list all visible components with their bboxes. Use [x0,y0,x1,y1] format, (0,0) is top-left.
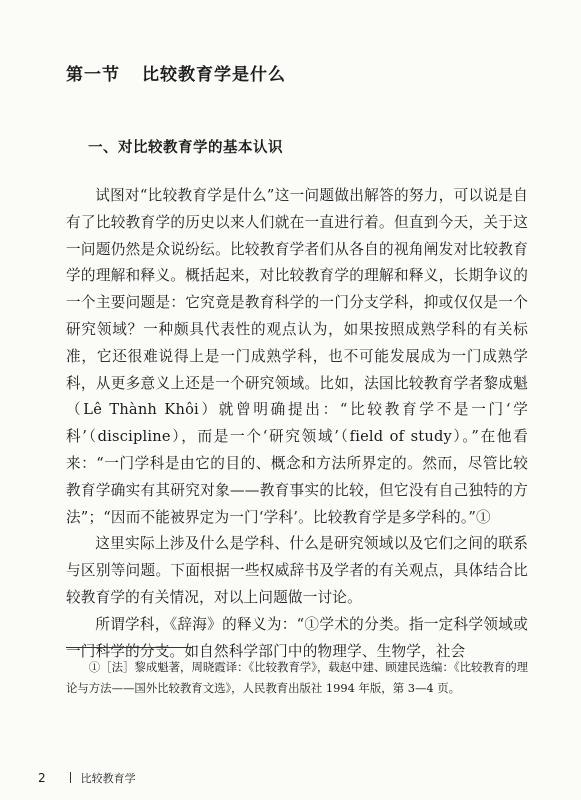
paragraph-3: 所谓学科，《辞海》的释义为：“①学术的分类。指一定科学领域或一门科学的分支。如自然科学部门中的物理学、生物学，社会 [66,615,528,660]
paragraph-2: 这里实际上涉及什么是学科、什么是研究领域以及它们之间的联系与区别等问题。下面根据一些权威辞书及学者的有关观点，具体结合比较教育学的有关情况，对以上问题做一讨论。 [66,535,528,606]
section-number: 第一节 [66,65,120,85]
running-title: 比较教育学 [80,772,136,785]
footnote-divider [66,647,192,648]
footnote-text: ①［法］黎成魁著，周晓霞译：《比较教育学》，载赵中建、顾建民选编：《比较教育的理论与方法——国外比较教育文选》，人民教育出版社 1994 年版，第 3—4 页。 [66,660,528,695]
footnote [66,657,528,699]
subsection-heading: 一、对比较教育学的基本认识 [88,140,283,156]
page-number: 2 [38,771,46,785]
section-heading [66,60,286,85]
page-footer [38,770,136,786]
footer-separator [70,772,71,783]
section-title: 比较教育学是什么 [142,65,286,85]
paragraph-1: 试图对“比较教育学是什么”这一问题做出解答的努力，可以说是自有了比较教育学的历史以来人们就在一直进行着。但直到今天，关于这一问题仍然是众说纷纭。比较教育学者们从各自的视角阐发对比较教育学的理解和释义。概括起来，对比较教育学的理解和释义，长期争议的一个主要问题是：它究竟是教育科学的一门分支学科，抑或仅仅是一个研究领域？一种颇具代表性的观点认为，如果按照成熟学科的有关标准，它还很难说得上是一门成熟学科，也不可能发展成为一门成熟学科，从更多意义上还是一个研究领域。比如，法国比较教育学者黎成魁（Lê Thành Khôi）就曾明确提出：“比较教育学不是一门‘学科’（discipline），而是一个‘研究领域’（field of study）。”在他看来：“一门学科是由它的目的、概念和方法所界定的。然而，尽管比较教育学确实有其研究对象——教育事实的比较，但它没有自己独特的方法”；“因而不能被界定为一门‘学科’。比较教育学是多学科的。”① [66,187,528,526]
body-text [66,183,528,665]
